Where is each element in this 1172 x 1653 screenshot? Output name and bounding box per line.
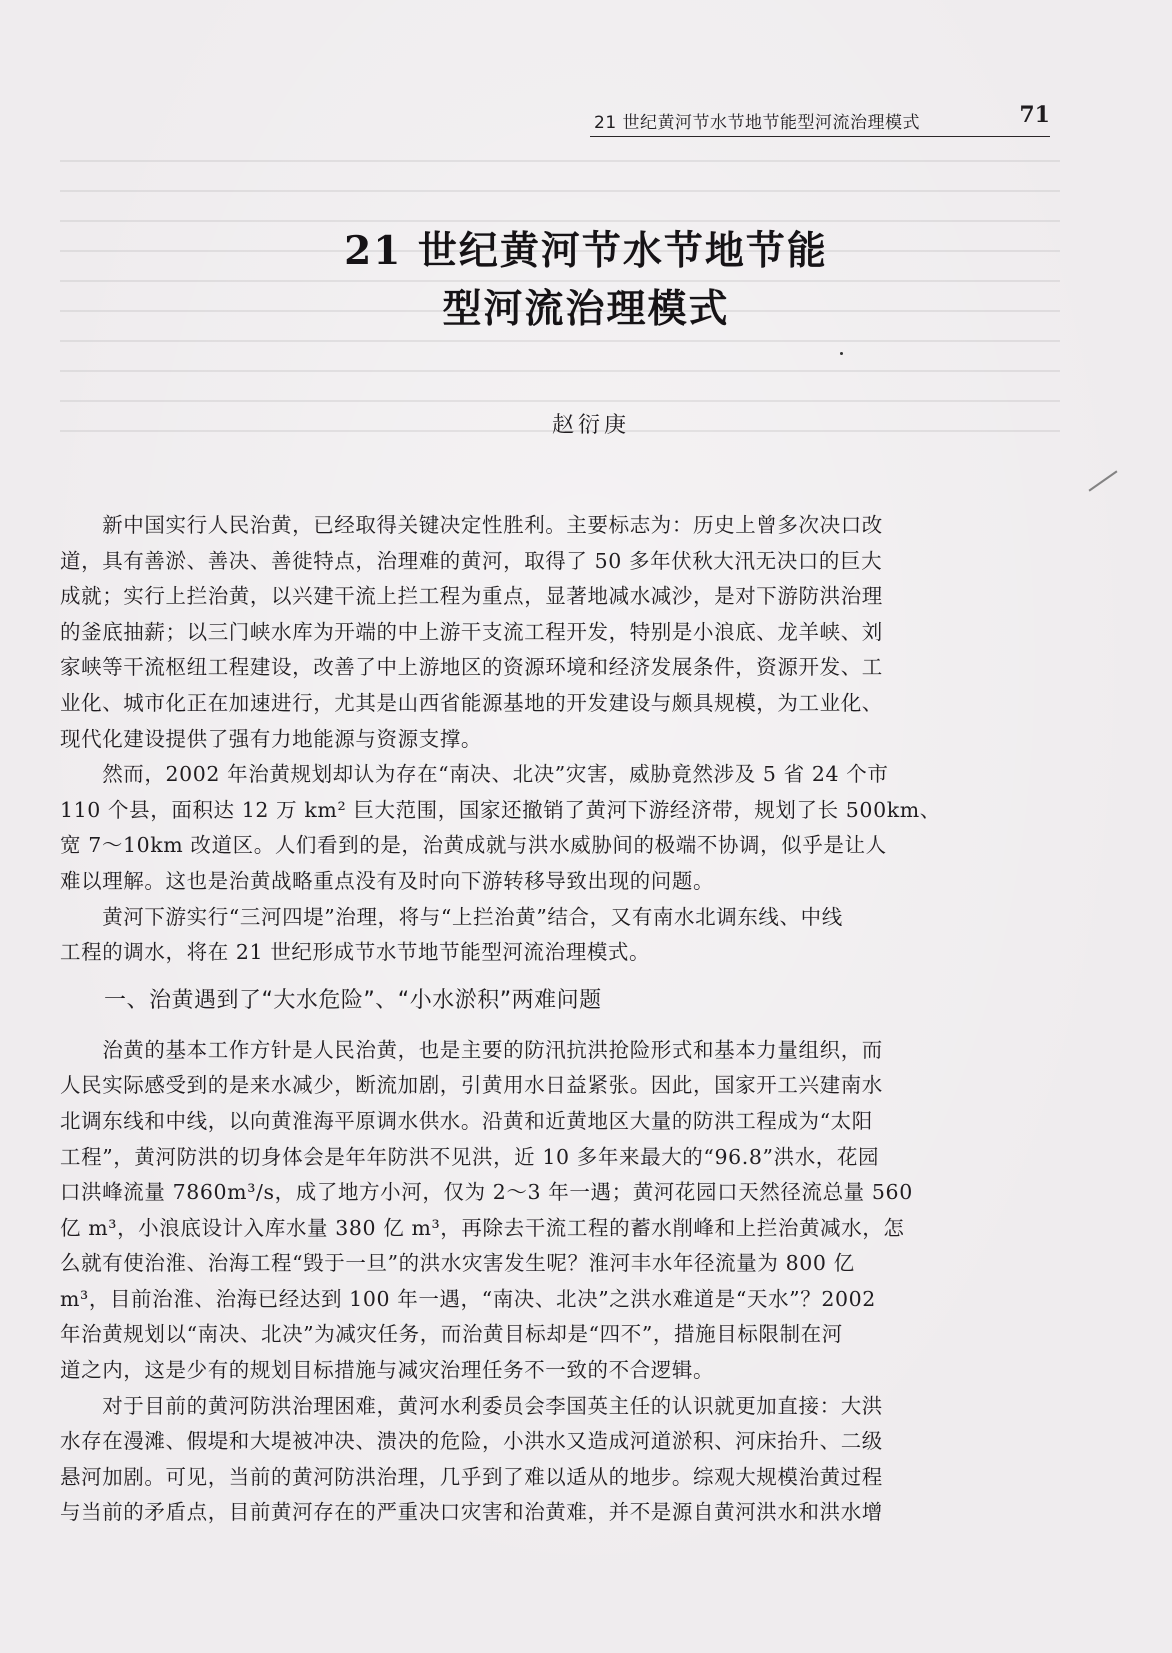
text-line: 然而，2002 年治黄规划却认为存在“南决、北决”灾害，威胁竟然涉及 5 省 24 个市 [60, 762, 889, 787]
text-line: 工程的调水，将在 21 世纪形成节水节地节能型河流治理模式。 [60, 940, 651, 965]
text-line: 年治黄规划以“南决、北决”为减灾任务，而治黄目标却是“四不”，措施目标限制在河 [60, 1322, 843, 1347]
text-line: 110 个县，面积达 12 万 km² 巨大范围，国家还撤销了黄河下游经济带，规划了长 500km、 [60, 797, 941, 822]
author-name: 赵衍庚 [551, 413, 630, 438]
text-line: 对于目前的黄河防洪治理困难，黄河水利委员会李国英主任的认识就更加直接：大洪 [60, 1393, 883, 1418]
running-header [590, 102, 1050, 137]
text-line: 难以理解。这也是治黄战略重点没有及时向下游转移导致出现的问题。 [60, 868, 715, 893]
text-line: 么就有使治淮、治海工程“毁于一旦”的洪水灾害发生呢？淮河丰水年径流量为 800 亿 [60, 1251, 855, 1276]
ink-speck [840, 352, 843, 355]
text-line: 亿 m³，小浪底设计入库水量 380 亿 m³，再除去干流工程的蓄水削峰和上拦治黄减水，怎 [60, 1215, 905, 1240]
text-line: 工程”，黄河防洪的切身体会是年年防洪不见洪，近 10 多年来最大的“96.8”洪水，花园 [60, 1144, 880, 1169]
paper-scratch-mark [1089, 470, 1118, 491]
article-title [0, 222, 1172, 338]
text-line: m³，目前治淮、治海已经达到 100 年一遇，“南决、北决”之洪水难道是“天水”？2002 [60, 1286, 876, 1311]
text-line: 北调东线和中线，以向黄淮海平原调水供水。沿黄和近黄地区大量的防洪工程成为“太阳 [60, 1108, 873, 1133]
article-title-line-1: 21 世纪黄河节水节地节能 [344, 228, 828, 274]
text-line: 人民实际感受到的是来水减少，断流加剧，引黄用水日益紧张。因此，国家开工兴建南水 [60, 1073, 883, 1098]
paragraph-1 [60, 508, 1050, 757]
text-line: 道之内，这是少有的规划目标措施与减灾治理任务不一致的不合逻辑。 [60, 1358, 715, 1383]
section-paragraph-2 [60, 1389, 1050, 1531]
section-heading: 一、治黄遇到了“大水危险”、“小水淤积”两难问题 [104, 987, 602, 1013]
text-line: 宽 7～10km 改道区。人们看到的是，治黄成就与洪水威胁间的极端不协调，似乎是让人 [60, 833, 887, 858]
text-line: 与当前的矛盾点，目前黄河存在的严重决口灾害和治黄难，并不是源自黄河洪水和洪水增 [60, 1500, 883, 1525]
text-line: 新中国实行人民治黄，已经取得关键决定性胜利。主要标志为：历史上曾多次决口改 [60, 513, 883, 537]
text-line: 黄河下游实行“三河四堤”治理，将与“上拦治黄”结合，又有南水北调东线、中线 [60, 904, 843, 929]
text-line: 道，具有善淤、善决、善徙特点，治理难的黄河，取得了 50 多年伏秋大汛无决口的巨大 [60, 548, 883, 573]
text-line: 的釜底抽薪；以三门峡水库为开端的中上游干支流工程开发，特别是小浪底、龙羊峡、刘 [60, 619, 883, 644]
text-line: 口洪峰流量 7860m³/s，成了地方小河，仅为 2～3 年一遇；黄河花园口天然径流总量 560 [60, 1180, 913, 1205]
paragraph-3 [60, 900, 1050, 971]
text-line: 悬河加剧。可见，当前的黄河防洪治理，几乎到了难以适从的地步。综观大规模治黄过程 [60, 1464, 883, 1489]
text-line: 现代化建设提供了强有力地能源与资源支撑。 [60, 726, 482, 751]
page-number: 71 [1019, 102, 1050, 128]
text-line: 业化、城市化正在加速进行，尤其是山西省能源基地的开发建设与颇具规模，为工业化、 [60, 690, 883, 715]
article-body [60, 508, 1050, 1531]
article-title-line-2: 型河流治理模式 [442, 286, 730, 332]
text-line: 水存在漫滩、假堤和大堤被冲决、溃决的危险，小洪水又造成河道淤积、河床抬升、二级 [60, 1429, 883, 1454]
section-paragraph-1 [60, 1033, 1050, 1389]
text-line: 成就；实行上拦治黄，以兴建干流上拦工程为重点，显著地减水减沙，是对下游防洪治理 [60, 584, 883, 609]
text-line: 治黄的基本工作方针是人民治黄，也是主要的防汛抗洪抢险形式和基本力量组织，而 [60, 1037, 883, 1062]
paragraph-2 [60, 757, 1050, 899]
running-title: 21 世纪黄河节水节地节能型河流治理模式 [594, 113, 921, 133]
text-line: 家峡等干流枢纽工程建设，改善了中上游地区的资源环境和经济发展条件，资源开发、工 [60, 655, 883, 680]
